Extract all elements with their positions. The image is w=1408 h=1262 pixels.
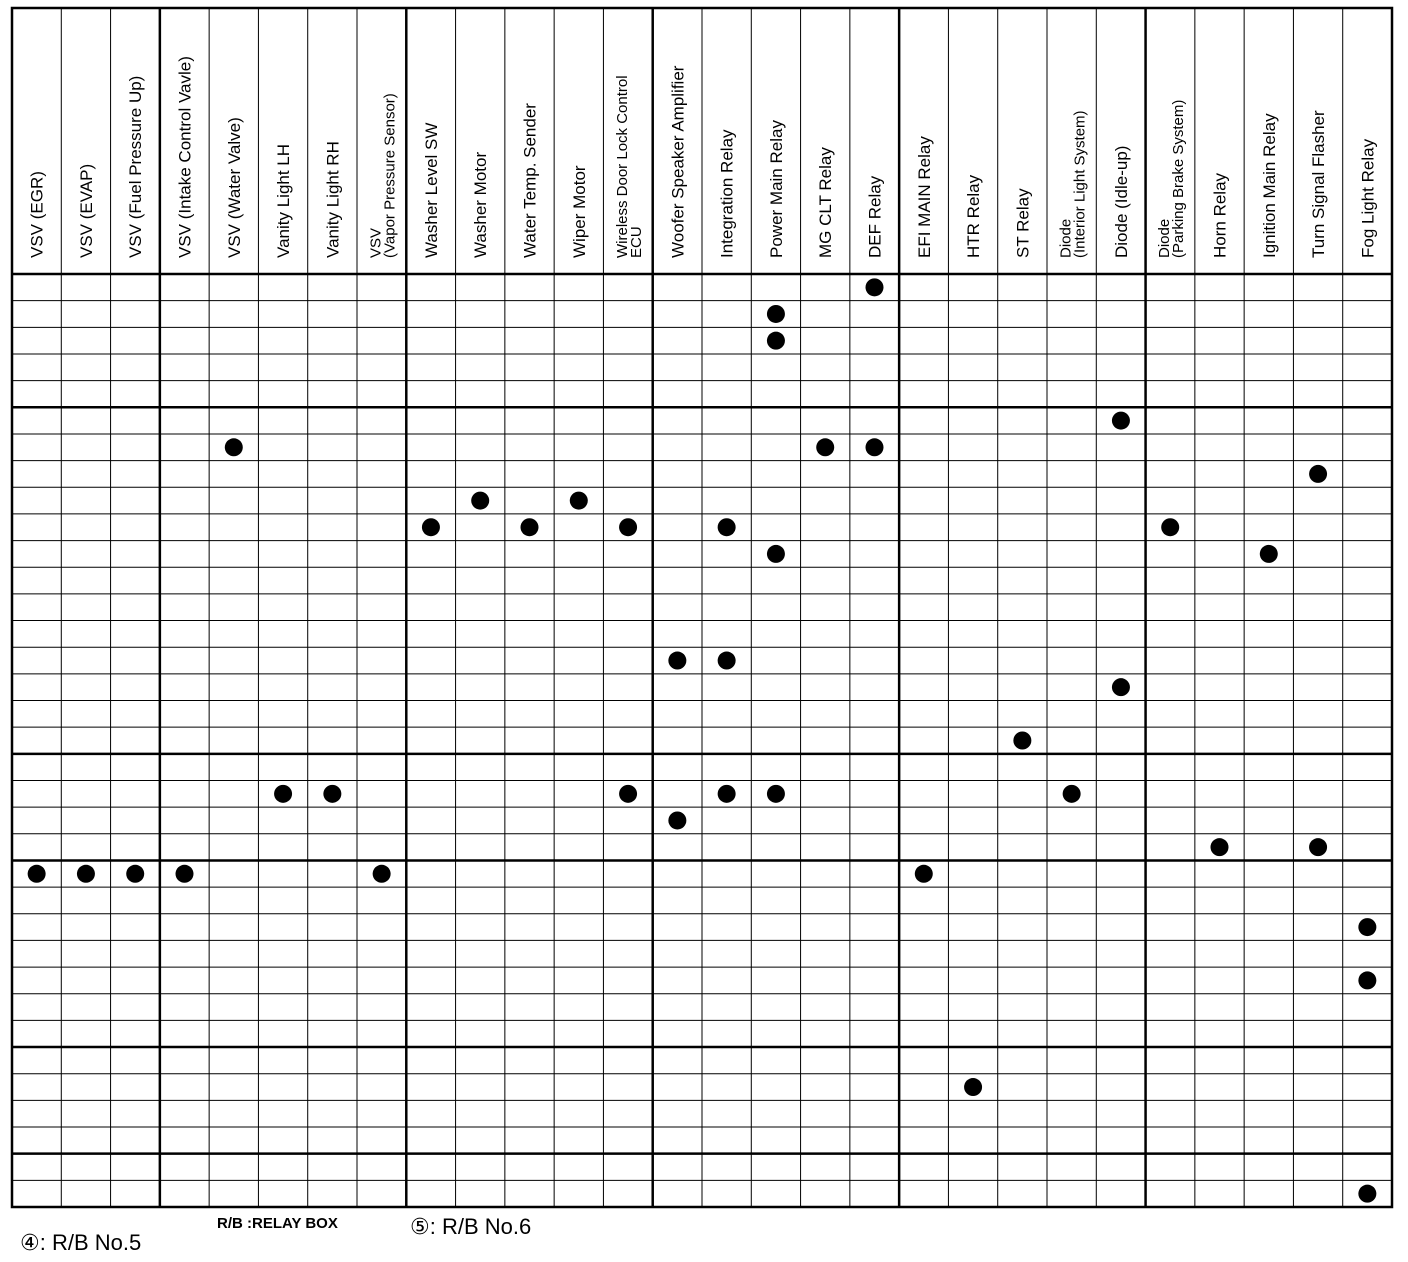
connection-dot <box>964 1078 982 1096</box>
connection-dot <box>274 785 292 803</box>
column-header: Ignition Main Relay <box>1259 113 1279 258</box>
connection-dot <box>718 518 736 536</box>
column-header: Wireless Door Lock ControlECU <box>614 75 646 258</box>
connection-dot <box>619 518 637 536</box>
column-header: Diode (Idle-up) <box>1111 145 1131 258</box>
column-header: VSV(Vapor Pressure Sensor) <box>367 93 399 258</box>
connection-dot <box>126 865 144 883</box>
column-header: Washer Level SW <box>421 122 441 258</box>
connection-dot <box>471 492 489 510</box>
column-header: HTR Relay <box>964 174 984 258</box>
connection-dot <box>521 518 539 536</box>
connection-dot <box>1309 838 1327 856</box>
column-header: Vanity Light RH <box>323 141 343 258</box>
connection-dot <box>1063 785 1081 803</box>
connection-dot <box>816 438 834 456</box>
connection-dot <box>28 865 46 883</box>
column-header: VSV (EGR) <box>27 171 47 258</box>
column-header: Wiper Motor <box>569 165 589 258</box>
connection-dot <box>1112 412 1130 430</box>
column-header: DEF Relay <box>865 175 885 258</box>
legend-relay-box-note: R/B :RELAY BOX <box>217 1215 338 1232</box>
connection-dot <box>1211 838 1229 856</box>
connection-dot <box>77 865 95 883</box>
column-header: ST Relay <box>1013 188 1033 258</box>
column-header: EFI MAIN Relay <box>914 136 934 258</box>
connection-dot <box>1358 918 1376 936</box>
legend-rb-no5 <box>20 1230 141 1256</box>
circled-4-symbol: ④ <box>20 1230 40 1255</box>
connection-dot <box>373 865 391 883</box>
column-header: VSV (EVAP) <box>76 163 96 258</box>
connection-dot <box>767 785 785 803</box>
connection-dot <box>1013 732 1031 750</box>
connection-dot <box>1112 678 1130 696</box>
column-header: Woofer Speaker Amplifier <box>668 65 688 258</box>
column-header: Diode(Parking Brake System) <box>1156 99 1188 258</box>
connection-dot <box>767 545 785 563</box>
connection-dot <box>570 492 588 510</box>
connection-dot <box>767 332 785 350</box>
connection-dot <box>915 865 933 883</box>
column-header: VSV (Fuel Pressure Up) <box>126 75 146 258</box>
column-header: Integration Relay <box>717 129 737 258</box>
column-header: Fog Light Relay <box>1358 138 1378 258</box>
legend-rb-no6-text: : R/B No.6 <box>429 1214 532 1239</box>
circled-5-symbol: ⑤ <box>410 1214 430 1239</box>
connection-dot <box>1260 545 1278 563</box>
connection-dot <box>323 785 341 803</box>
column-header: Water Temp. Sender <box>520 103 540 258</box>
column-header: MG CLT Relay <box>816 147 836 258</box>
column-header: Turn Signal Flasher <box>1309 110 1329 258</box>
column-header: Horn Relay <box>1210 172 1230 258</box>
column-header: Power Main Relay <box>766 120 786 258</box>
connection-dot <box>1309 465 1327 483</box>
legend-rb-no6 <box>410 1214 531 1240</box>
connection-dot <box>619 785 637 803</box>
connection-dot <box>668 811 686 829</box>
connection-dot <box>1161 518 1179 536</box>
connection-dot <box>767 305 785 323</box>
connection-dot <box>1358 1185 1376 1203</box>
connection-dot <box>718 785 736 803</box>
column-header: VSV (Water Valve) <box>224 117 244 258</box>
connection-dot <box>866 278 884 296</box>
legend-rb-no5-text: : R/B No.5 <box>39 1230 142 1255</box>
connection-dot <box>176 865 194 883</box>
connection-dot <box>1358 971 1376 989</box>
column-header: Diode(Interior Light System) <box>1057 110 1089 258</box>
connection-dot <box>225 438 243 456</box>
column-header: Washer Motor <box>471 151 491 258</box>
connection-dot <box>866 438 884 456</box>
connection-dot <box>668 652 686 670</box>
column-header: VSV (Intake Control Vavle) <box>175 56 195 258</box>
connection-dot <box>718 652 736 670</box>
connection-dot <box>422 518 440 536</box>
column-header: Vanity Light LH <box>274 143 294 258</box>
